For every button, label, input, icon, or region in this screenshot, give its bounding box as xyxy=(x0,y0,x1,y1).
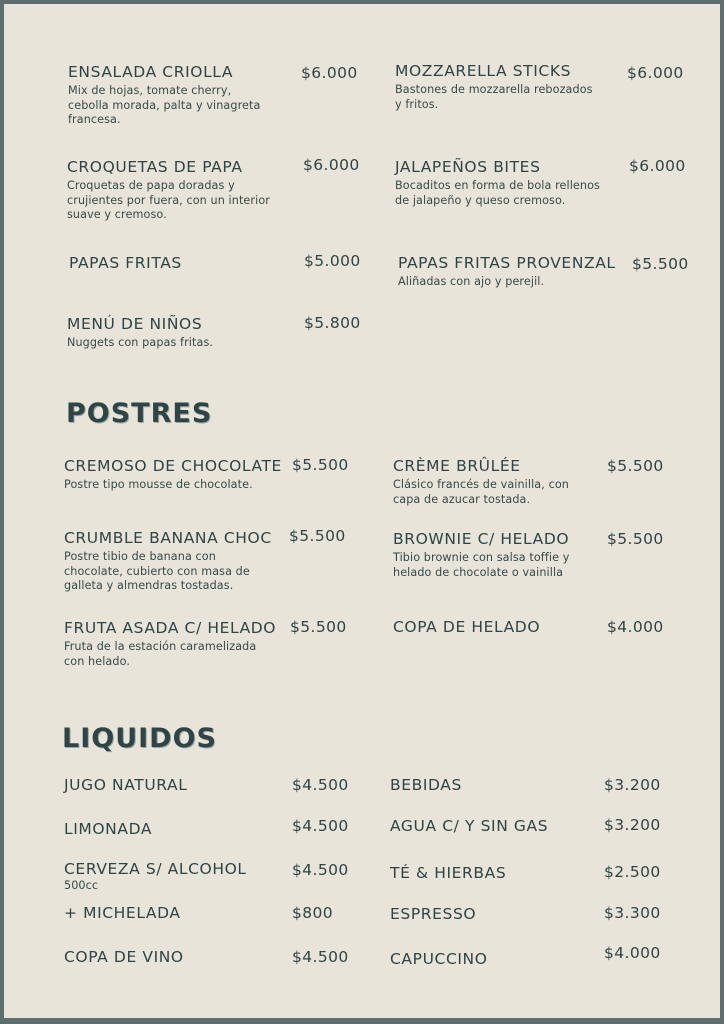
item-name: JALAPEÑOS BITES xyxy=(395,158,541,176)
item-name: PAPAS FRITAS PROVENZAL xyxy=(398,254,616,272)
menu-item-mozzarella-sticks xyxy=(395,62,593,112)
item-price: $4.500 xyxy=(292,861,349,879)
desc-line: suave y cremoso. xyxy=(67,208,167,222)
item-description xyxy=(393,551,569,580)
menu-item-brownie-c-helado xyxy=(393,530,569,580)
item-price: $6.000 xyxy=(303,156,360,174)
menu-item-papas-fritas xyxy=(69,254,182,272)
item-name: FRUTA ASADA C/ HELADO xyxy=(64,619,277,637)
item-price: $5.800 xyxy=(304,314,361,332)
desc-line: francesa. xyxy=(68,113,121,127)
menu-item-espresso xyxy=(390,905,476,923)
menu-item-croquetas-de-papa xyxy=(67,158,270,223)
frame-bottom-border xyxy=(0,1018,724,1024)
item-name: BEBIDAS xyxy=(390,776,462,794)
item-name: JUGO NATURAL xyxy=(64,776,188,794)
menu-item-copa-de-helado xyxy=(393,618,540,636)
item-name: BROWNIE C/ HELADO xyxy=(393,530,570,548)
item-description xyxy=(64,550,272,594)
item-price: $5.500 xyxy=(632,255,689,273)
item-description xyxy=(67,179,270,223)
item-price: $4.500 xyxy=(292,817,349,835)
item-name: COPA DE VINO xyxy=(64,948,184,966)
item-price: $5.500 xyxy=(607,457,664,475)
desc-line: cebolla morada, palta y vinagreta xyxy=(68,98,261,112)
desc-line: con helado. xyxy=(64,654,130,668)
menu-item-limonada xyxy=(64,820,152,838)
item-price: $5.500 xyxy=(607,530,664,548)
section-title-postres: POSTRES xyxy=(66,398,213,429)
item-name: CAPUCCINO xyxy=(390,950,488,968)
item-name: AGUA C/ Y SIN GAS xyxy=(390,817,549,835)
desc-line: Tibio brownie con salsa toffie y xyxy=(393,551,570,564)
desc-line: 500cc xyxy=(64,879,99,892)
item-price: $4.000 xyxy=(607,618,664,636)
item-price: $5.500 xyxy=(292,456,349,474)
menu-item-michelada xyxy=(64,904,181,922)
desc-line: capa de azucar tostada. xyxy=(393,492,531,506)
item-name: + MICHELADA xyxy=(64,904,181,922)
menu-item-ensalada-criolla xyxy=(68,63,260,128)
menu-item-te-hierbas xyxy=(390,864,506,882)
menu-item-papas-fritas-provenzal xyxy=(398,254,616,290)
item-name: COPA DE HELADO xyxy=(393,618,541,636)
item-price: $5.500 xyxy=(290,618,347,636)
desc-line: de jalapeño y queso cremoso. xyxy=(395,193,566,207)
menu-item-crumble-banana-choc xyxy=(64,529,272,594)
item-price: $3.200 xyxy=(604,816,661,834)
desc-line: Aliñadas con ajo y perejil. xyxy=(398,275,545,288)
desc-line: Fruta de la estación caramelizada xyxy=(64,640,257,653)
desc-line: Postre tipo mousse de chocolate. xyxy=(64,478,253,491)
item-description xyxy=(64,478,282,493)
item-name: CROQUETAS DE PAPA xyxy=(67,158,243,176)
item-price: $4.000 xyxy=(604,944,661,962)
menu-item-bebidas xyxy=(390,776,462,794)
menu-item-copa-de-vino xyxy=(64,948,184,966)
item-name: MENÚ DE NIÑOS xyxy=(67,315,203,333)
menu-item-jalapenos-bites xyxy=(395,158,600,208)
desc-line: Bocaditos en forma de bola rellenos xyxy=(395,179,600,192)
menu-item-creme-brulee xyxy=(393,457,569,507)
frame-left-border xyxy=(0,0,4,1024)
item-price: $6.000 xyxy=(301,64,358,82)
item-name: MOZZARELLA STICKS xyxy=(395,62,572,80)
item-price: $3.300 xyxy=(604,904,661,922)
desc-line: helado de chocolate o vainilla xyxy=(393,565,564,579)
section-title-liquidos: LIQUIDOS xyxy=(62,723,217,754)
desc-line: Croquetas de papa doradas y xyxy=(67,179,235,192)
desc-line: y fritos. xyxy=(395,97,439,111)
item-price: $4.500 xyxy=(292,776,349,794)
item-name: CRUMBLE BANANA CHOC xyxy=(64,529,272,547)
item-description xyxy=(395,179,600,208)
menu-item-capuccino xyxy=(390,950,488,968)
desc-line: galleta y almendras tostadas. xyxy=(64,579,234,593)
menu-item-cremoso-de-chocolate xyxy=(64,457,282,493)
item-description xyxy=(395,83,593,112)
item-description xyxy=(68,84,260,128)
item-price: $6.000 xyxy=(629,157,686,175)
frame-right-border xyxy=(720,0,724,1024)
item-price: $5.000 xyxy=(304,252,361,270)
item-name: CERVEZA S/ ALCOHOL xyxy=(64,860,247,878)
item-price: $5.500 xyxy=(289,527,346,545)
item-name: PAPAS FRITAS xyxy=(69,254,182,272)
item-name: LIMONADA xyxy=(64,820,153,838)
item-name: TÉ & HIERBAS xyxy=(390,864,507,882)
menu-item-cerveza-s-alcohol xyxy=(64,860,247,894)
desc-line: chocolate, cubierto con masa de xyxy=(64,564,250,578)
desc-line: Mix de hojas, tomate cherry, xyxy=(68,84,232,97)
item-price: $2.500 xyxy=(604,863,661,881)
item-description xyxy=(393,478,569,507)
item-description xyxy=(67,336,213,351)
menu-item-jugo-natural xyxy=(64,776,187,794)
menu-item-menu-de-ninos xyxy=(67,315,213,351)
desc-line: Nuggets con papas fritas. xyxy=(67,336,214,349)
desc-line: Clásico francés de vainilla, con xyxy=(393,478,569,491)
item-name: ESPRESSO xyxy=(390,905,477,923)
item-price: $4.500 xyxy=(292,948,349,966)
item-name: CREMOSO DE CHOCOLATE xyxy=(64,457,282,475)
item-name: ENSALADA CRIOLLA xyxy=(68,63,234,81)
item-description xyxy=(64,879,247,894)
item-price: $3.200 xyxy=(604,776,661,794)
desc-line: Bastones de mozzarella rebozados xyxy=(395,83,593,96)
item-price: $800 xyxy=(292,904,334,922)
item-name: CRÈME BRÛLÉE xyxy=(393,457,521,475)
desc-line: Postre tibio de banana con xyxy=(64,550,216,563)
item-description xyxy=(64,640,276,669)
desc-line: crujientes por fuera, con un interior xyxy=(67,193,270,207)
item-price: $6.000 xyxy=(627,64,684,82)
menu-item-fruta-asada-c-helado xyxy=(64,619,276,669)
frame-top-border xyxy=(0,0,724,4)
menu-item-agua-c-y-sin-gas xyxy=(390,817,548,835)
item-description xyxy=(398,275,616,290)
